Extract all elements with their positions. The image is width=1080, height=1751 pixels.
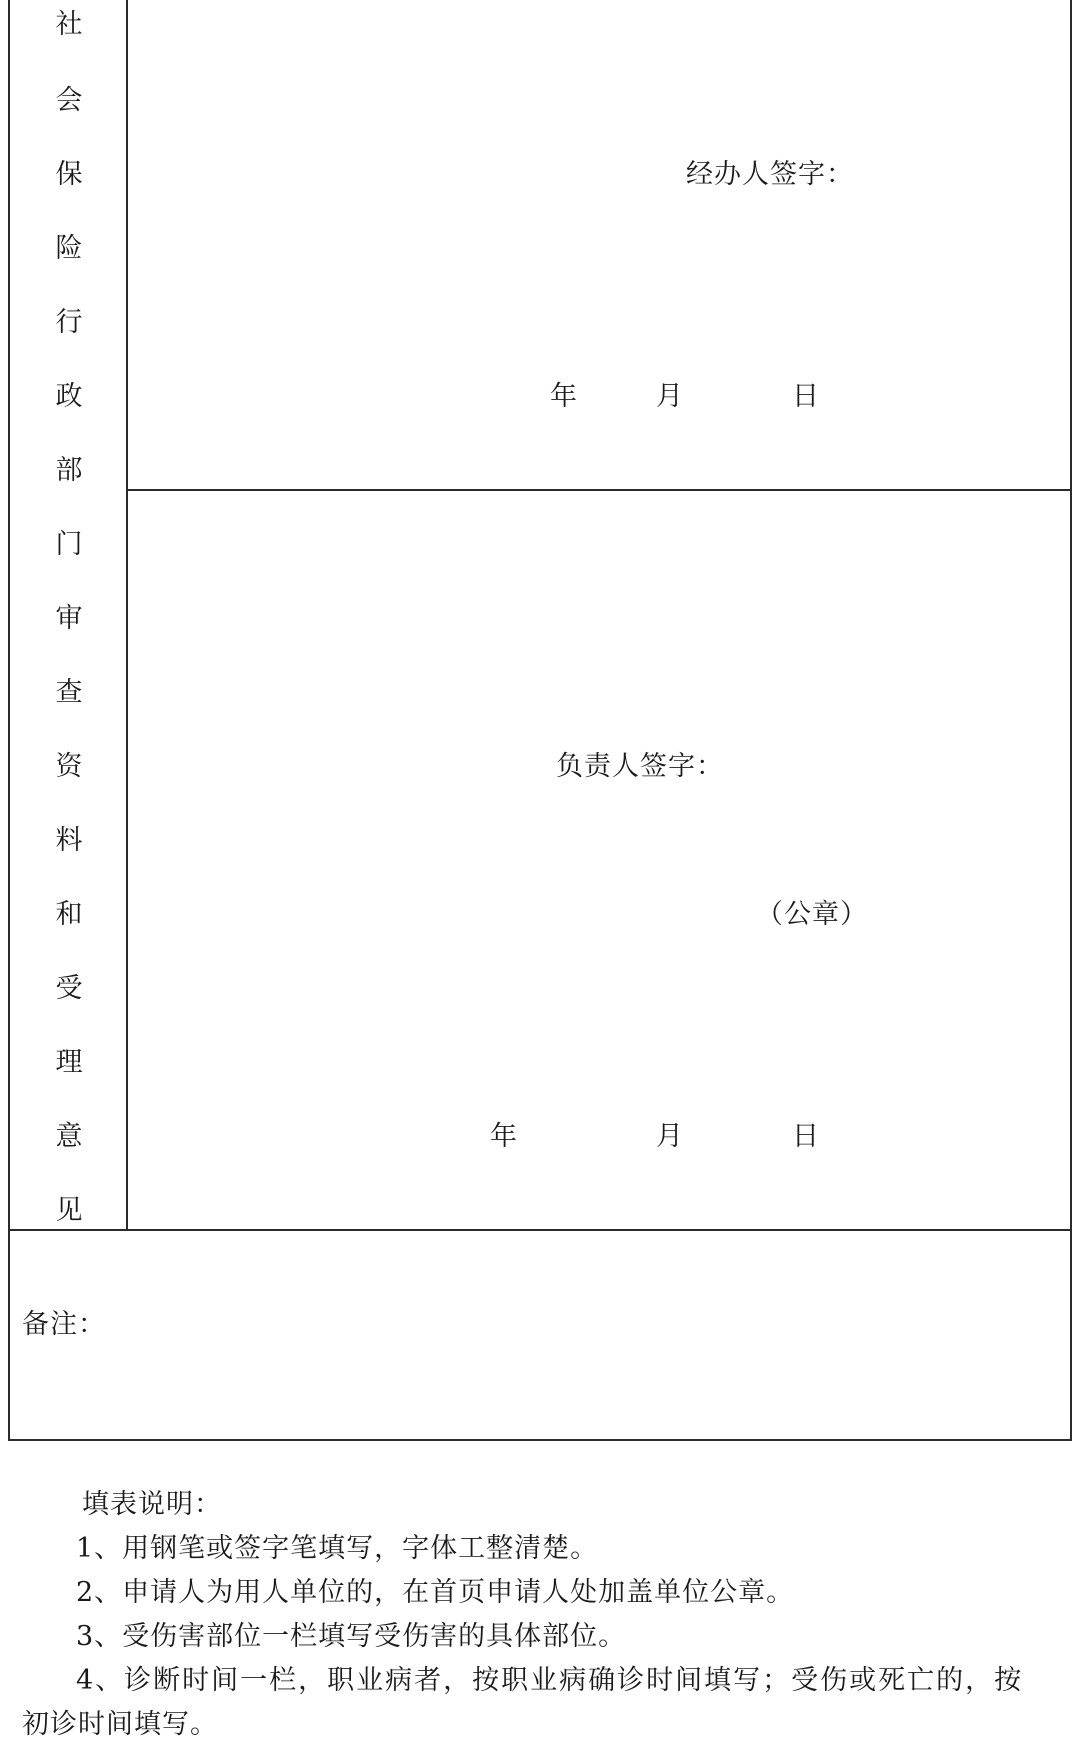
opinion-section-bottom-border <box>8 1229 1072 1231</box>
handler-year-label: 年 <box>550 381 578 412</box>
responsible-signature-label: 负责人签字： <box>556 751 724 782</box>
label-char: 保 <box>55 159 83 190</box>
label-char: 见 <box>55 1195 83 1226</box>
label-char: 部 <box>55 455 83 486</box>
label-char: 意 <box>55 1121 83 1152</box>
instruction-item: 4、诊断时间一栏，职业病者，按职业病确诊时间填写；受伤或死亡的，按 <box>76 1665 1024 1696</box>
responsible-year-label: 年 <box>490 1121 518 1152</box>
label-char: 政 <box>55 381 83 412</box>
label-char: 会 <box>55 85 83 116</box>
handler-month-label: 月 <box>656 381 684 412</box>
official-seal-label: （公章） <box>756 899 868 930</box>
handler-day-label: 日 <box>792 381 820 412</box>
remarks-section-bottom-border <box>8 1439 1072 1441</box>
label-char: 受 <box>55 973 83 1004</box>
responsible-day-label: 日 <box>792 1121 820 1152</box>
label-column-divider <box>126 0 128 1230</box>
responsible-month-label: 月 <box>656 1121 684 1152</box>
instruction-item: 1、用钢笔或签字笔填写，字体工整清楚。 <box>76 1533 599 1564</box>
table-right-border <box>1070 0 1072 1440</box>
table-left-border <box>8 0 10 1440</box>
label-char: 审 <box>55 603 83 634</box>
label-char: 资 <box>55 751 83 782</box>
instruction-item: 2、申请人为用人单位的，在首页申请人处加盖单位公章。 <box>76 1577 795 1608</box>
label-char: 社 <box>55 9 83 40</box>
label-char: 查 <box>55 677 83 708</box>
label-char: 行 <box>55 307 83 338</box>
label-char: 理 <box>55 1047 83 1078</box>
label-char: 和 <box>55 899 83 930</box>
instruction-item: 3、受伤害部位一栏填写受伤害的具体部位。 <box>76 1621 627 1652</box>
label-char: 料 <box>55 825 83 856</box>
handler-signature-label: 经办人签字： <box>686 159 854 190</box>
label-char: 门 <box>55 529 83 560</box>
handler-section-bottom-border <box>126 489 1072 491</box>
label-char: 险 <box>55 233 83 264</box>
instruction-item-continued: 初诊时间填写。 <box>22 1709 218 1740</box>
instructions-title: 填表说明： <box>82 1489 222 1520</box>
remarks-label: 备注： <box>22 1309 106 1340</box>
